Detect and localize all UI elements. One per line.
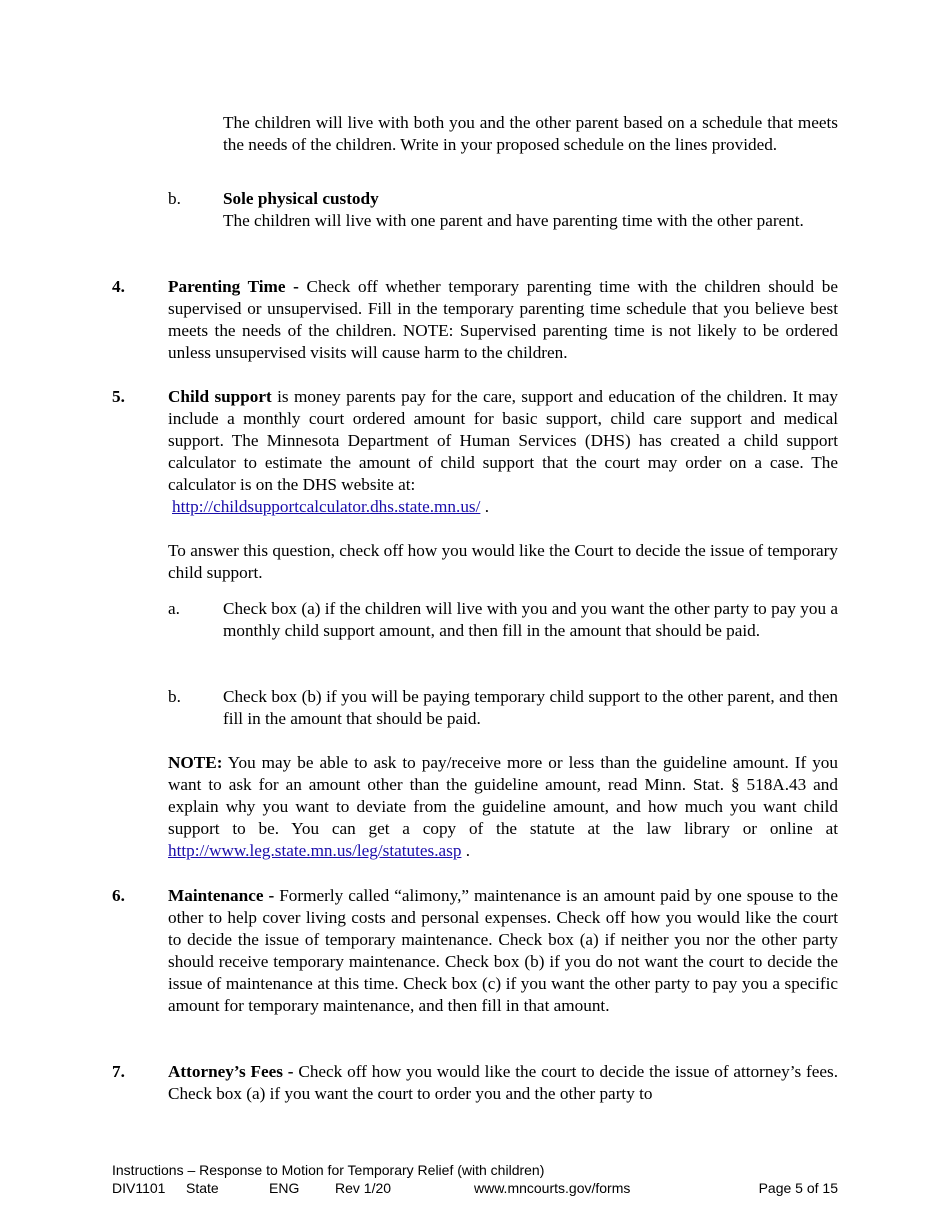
note-label: NOTE: (168, 753, 223, 772)
section-number-7: 7. (112, 1062, 125, 1081)
section-5-option-b: Check box (b) if you will be paying temporary child support to the other parent, and then fill in the amount that should be paid. (223, 687, 838, 728)
footer-language: ENG (269, 1180, 300, 1196)
note-text: You may be able to ask to pay/receive more or less than the guideline amount. If you want to ask for an amount other than the guideline amount, read Minn. Stat. § 518A.43 and explain why you want to deviate from the guideline amount, and how much you want child support to be. You can get a copy of the statute at the law library or online at (168, 753, 838, 838)
section-4-text: Check off whether temporary parenting time with the children should be supervised or unsupervised. Fill in the temporary parenting time schedule that you believe best meets the needs of the children. NOTE: Supervised parenting time is not likely to be ordered unless unsupervised visits will cause harm to the children. (168, 277, 838, 362)
dhs-calculator-link[interactable]: http://childsupportcalculator.dhs.state.mn.us/ (172, 497, 481, 516)
section-7-text: Check off how you would like the court to decide the issue of attorney’s fees. Check box (a) if you want the court to order you and the other party to (168, 1062, 838, 1103)
sole-custody-description: The children will live with one parent and have parenting time with the other parent. (223, 211, 804, 230)
footer-state: State (186, 1180, 219, 1196)
footer-url: www.mncourts.gov/forms (474, 1180, 631, 1196)
section-6-title: Maintenance - (168, 886, 275, 905)
footer-page-number: Page 5 of 15 (758, 1180, 838, 1196)
section-5-option-a: Check box (a) if the children will live with you and you want the other party to pay you a monthly child support amount, and then fill in the amount that should be paid. (223, 599, 838, 640)
dhs-link-suffix: . (480, 497, 489, 516)
section-5-marker-b: b. (168, 687, 181, 706)
statutes-link[interactable]: http://www.leg.state.mn.us/leg/statutes.asp (168, 841, 462, 860)
section-5-text: is money parents pay for the care, support and education of the children. It may include a monthly court ordered amount for basic support, child care support and medical support. The Minnesota Department of Human Services (DHS) has created a child support calculator to estimate the amount of child support that the court may order on a case. The calculator is on the DHS website at: (168, 387, 838, 494)
dhs-link-line (172, 496, 489, 518)
section-5-title: Child support (168, 387, 272, 406)
list-marker-b: b. (168, 189, 181, 208)
section-6-text: Formerly called “alimony,” maintenance is an amount paid by one spouse to the other to help cover living costs and personal expenses. Check off how you would like the court to decide the issue of temporary maintenance. Check box (a) if neither you nor the other party should receive temporary maintenance. Check box (b) if you do not want the court to decide the issue of maintenance at this time. Check box (c) if you want the other party to pay you a specific amount for temporary maintenance, and then fill in that amount. (168, 886, 838, 1015)
section-6-paragraph (168, 885, 838, 1017)
section-5-paragraph (168, 386, 838, 496)
section-number-4: 4. (112, 277, 125, 296)
footer-revision: Rev 1/20 (335, 1180, 392, 1196)
section-7-title: Attorney’s Fees - (168, 1062, 294, 1081)
section-7-paragraph (168, 1061, 838, 1105)
section-number-6: 6. (112, 886, 125, 905)
sole-custody-title: Sole physical custody (223, 189, 379, 208)
section-5-answer-instructions: To answer this question, check off how you would like the Court to decide the issue of temporary child support. (168, 541, 838, 582)
joint-custody-description: The children will live with both you and the other parent based on a schedule that meets the needs of the children. Write in your proposed schedule on the lines provided. (223, 113, 838, 154)
section-5-marker-a: a. (168, 599, 180, 618)
section-4-paragraph (168, 276, 838, 364)
footer-info-row (112, 1180, 838, 1197)
footer-document-title: Instructions – Response to Motion for Temporary Relief (with children) (112, 1162, 545, 1178)
statutes-link-suffix: . (461, 841, 471, 860)
section-5-note (168, 752, 838, 862)
section-number-5: 5. (112, 387, 125, 406)
footer-form-id: DIV1101 (112, 1180, 166, 1196)
section-4-title: Parenting Time - (168, 277, 299, 296)
